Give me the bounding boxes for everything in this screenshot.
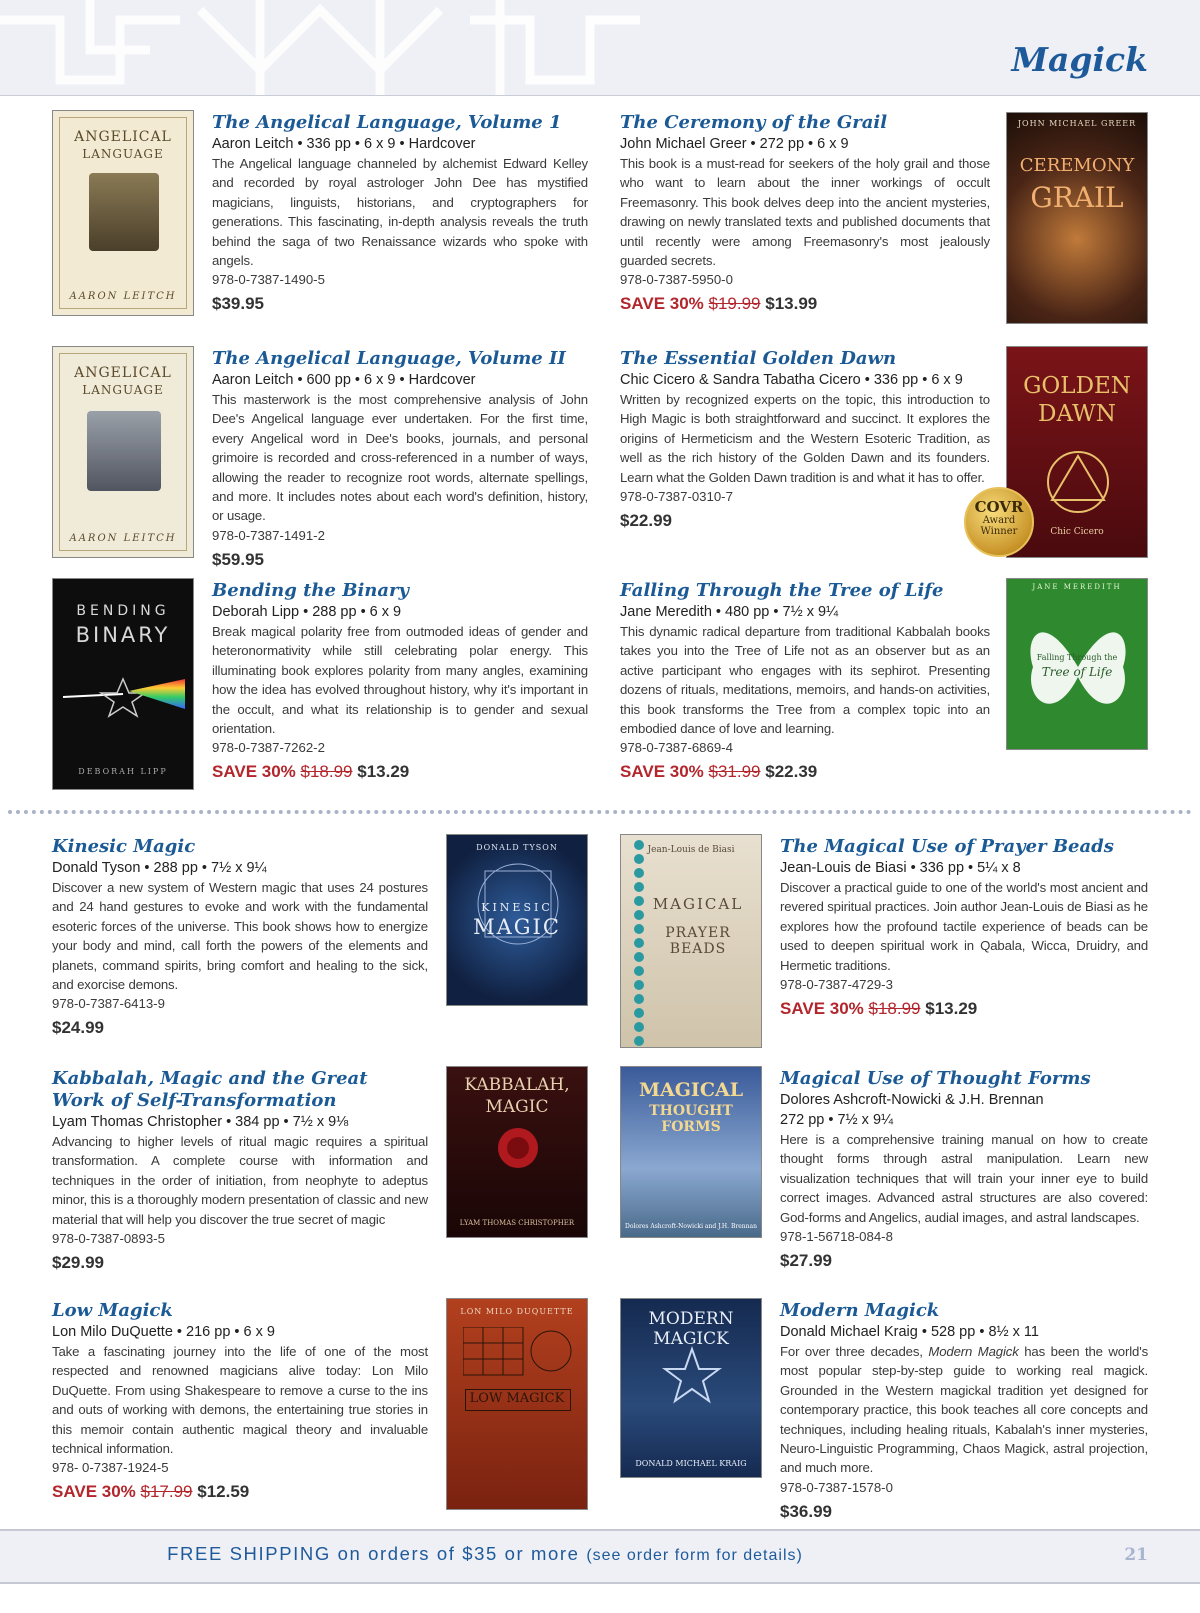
- book-cover-modern-magick[interactable]: [620, 1298, 762, 1478]
- save-label: SAVE 30%: [620, 294, 704, 314]
- price-value: $39.95: [212, 294, 264, 314]
- cover-title-line1: CEREMONY: [1019, 155, 1135, 176]
- old-price: $18.99: [868, 999, 921, 1019]
- cover-title-line2: LANGUAGE: [82, 147, 164, 161]
- book-entry-angelical-language-2: [212, 348, 588, 573]
- book-isbn: 978-0-7387-0310-7: [620, 489, 733, 505]
- cover-author: JANE MEREDITH: [1032, 583, 1122, 591]
- save-label: SAVE 30%: [52, 1482, 136, 1502]
- shipping-mid: on orders of $35 or more: [330, 1543, 587, 1564]
- book-cover-low-magick[interactable]: [446, 1298, 588, 1510]
- old-price: $18.99: [300, 762, 353, 782]
- cover-title-line1: LOW MAGICK: [469, 1391, 565, 1406]
- shipping-bold: FREE SHIPPING: [167, 1543, 331, 1564]
- book-price: [780, 1499, 1148, 1525]
- book-title[interactable]: The Angelical Language, Volume II: [212, 348, 566, 369]
- book-title[interactable]: The Essential Golden Dawn: [620, 348, 897, 369]
- cover-title-line2: BINARY: [75, 623, 171, 647]
- book-entry-angelical-language-1: [212, 112, 588, 317]
- description-post: has been the world's most popular step-by-step guide to working real magick. Grounded in the Western magickal tradition yet designed for contemporary practice, this book teaches all core concepts and techniques, including healing rituals, Kabalah's inner mysteries, Neuro-Linguistic Programming, Chaos Magick, astral projection, and much more.: [780, 1344, 1149, 1476]
- book-description: Discover a new system of Western magic that uses 24 postures and 24 hand gestures to evoke and work with the fundamental esoteric forces of the universe. This book shows how to energize your body and mind, call forth the powers of the elements and planets, command spirits, bring comfort and healing to the sick, and exorcise demons.: [52, 880, 428, 993]
- book-price: [780, 1248, 1148, 1274]
- book-meta: Donald Michael Kraig • 528 pp • 8½ x 11: [780, 1324, 1039, 1340]
- triangle-emblem-icon: [1043, 447, 1113, 517]
- price-value: $13.29: [357, 762, 410, 782]
- price-value: $59.95: [212, 549, 264, 569]
- cover-author: DONALD TYSON: [476, 843, 558, 852]
- book-description: Take a fascinating journey into the life of one of the most respected and renowned magicians alive today: Lon Milo DuQuette. From using Shakespeare to remove a curse to the ins and outs of working with demons, the entertaining true stories in this memoir contain authentic magical theory and invaluable technical information.: [52, 1344, 428, 1457]
- book-title[interactable]: The Angelical Language, Volume 1: [212, 112, 562, 133]
- book-cover-ceremony-of-the-grail[interactable]: [1006, 112, 1148, 324]
- description-pre: For over three decades,: [780, 1344, 929, 1359]
- book-description: [780, 1342, 1148, 1478]
- book-cover-kinesic-magic[interactable]: [446, 834, 588, 1006]
- book-entry-essential-golden-dawn: [620, 348, 990, 534]
- price-value: $29.99: [52, 1253, 104, 1273]
- save-label: SAVE 30%: [212, 762, 296, 782]
- book-meta: Lon Milo DuQuette • 216 pp • 6 x 9: [52, 1324, 275, 1340]
- book-description: Break magical polarity free from outmoded ideas of gender and heteronormativity while still celebrating polar energy. This illuminating book explores polarity from many angles, examining how the idea has evolved throughout history, why it's important in the occult, and what its relationship is to gender and sexual orientation.: [212, 624, 588, 737]
- book-cover-bending-the-binary[interactable]: [52, 578, 194, 790]
- book-title-line2[interactable]: Work of Self-Transformation: [52, 1090, 337, 1111]
- book-meta: Chic Cicero & Sandra Tabatha Cicero • 336 pp • 6 x 9: [620, 372, 963, 388]
- book-cover-thought-forms[interactable]: [620, 1066, 762, 1238]
- cover-title-line1: GOLDEN: [1023, 373, 1131, 399]
- cover-author: Jean-Louis de Biasi: [647, 845, 735, 855]
- prism-star-icon: [63, 669, 185, 719]
- book-price: [620, 508, 990, 534]
- page-footer: [0, 1529, 1200, 1584]
- book-description: This book is a must-read for seekers of the holy grail and those who want to learn about the inner workings of occult Freemasonry. This book delves deep into the ancient mysteries, drawing on newly translated texts and published documents that until recently were among Freemasonry's most jealously guarded secrets.: [620, 156, 990, 269]
- cover-title-line2: Tree of Life: [1041, 665, 1113, 679]
- book-cover-falling-through-the-tree-of-life[interactable]: [1006, 578, 1148, 750]
- book-meta: Jane Meredith • 480 pp • 7½ x 9¼: [620, 604, 839, 620]
- old-price: $31.99: [708, 762, 761, 782]
- cover-title-line2: PRAYER BEADS: [665, 925, 731, 957]
- old-price: $19.99: [708, 294, 761, 314]
- cover-author: Chic Cicero: [1050, 527, 1104, 537]
- cover-title-line1: ANGELICAL: [74, 365, 172, 381]
- book-entry-low-magick: [52, 1300, 428, 1505]
- price-value: $22.39: [765, 762, 818, 782]
- book-cover-angelical-language-2[interactable]: [52, 346, 194, 558]
- cover-title-line1: BENDING: [76, 603, 170, 619]
- book-cover-prayer-beads[interactable]: [620, 834, 762, 1048]
- cover-author: LON MILO DUQUETTE: [460, 1307, 574, 1316]
- cover-illustration: [89, 173, 159, 251]
- book-entry-prayer-beads: [780, 836, 1148, 1022]
- book-price: [212, 759, 588, 785]
- book-isbn: 978-0-7387-4729-3: [780, 977, 893, 993]
- book-price: [620, 291, 990, 317]
- book-meta: Lyam Thomas Christopher • 384 pp • 7½ x 9⅛: [52, 1114, 349, 1130]
- seal-line1: COVR: [974, 498, 1024, 516]
- book-meta: Deborah Lipp • 288 pp • 6 x 9: [212, 604, 402, 620]
- book-title[interactable]: Magical Use of Thought Forms: [780, 1068, 1091, 1089]
- free-shipping-banner[interactable]: [0, 1543, 970, 1565]
- book-description: Advancing to higher levels of ritual magic requires a spiritual transformation. A complete course with information and techniques in the order of initiation, from neophyte to adeptus minor, this is a thoroughly modern presentation of classic and new material that will help you discover the true secret of magic: [52, 1134, 428, 1227]
- book-description: This masterwork is the most comprehensive analysis of John Dee's Angelical language ever undertaken. For the first time, every Angelical word in Dee's books, journals, and personal grimoire is recorded and cross-referenced in a number of ways, allowing the reader to recognize root words, alternate spellings, and more. It includes notes about each word's definition, history, or usage.: [212, 392, 588, 524]
- seal-line2: Award: [982, 515, 1016, 526]
- book-isbn: 978-0-7387-1491-2: [212, 527, 325, 543]
- book-meta-line1: Dolores Ashcroft-Nowicki & J.H. Brennan: [780, 1092, 1044, 1108]
- price-value: $36.99: [780, 1501, 832, 1521]
- book-price: [620, 759, 990, 785]
- cover-author: LYAM THOMAS CHRISTOPHER: [459, 1219, 575, 1227]
- book-isbn: 978-0-7387-1578-0: [780, 1479, 893, 1495]
- book-meta: John Michael Greer • 272 pp • 6 x 9: [620, 136, 849, 152]
- book-description: The Angelical language channeled by alchemist Edward Kelley and recorded by royal astrologer John Dee has mystified magicians, linguists, historians, and cryptographers for generations. This fascinating, in-depth analysis reveals the truth behind the saga of two Renaissance wizards who spoke with angels.: [212, 156, 588, 269]
- book-price: [52, 1015, 428, 1041]
- page-number: 21: [1124, 1545, 1148, 1565]
- book-title[interactable]: Modern Magick: [780, 1300, 940, 1321]
- cover-title-line2: DAWN: [1038, 401, 1116, 427]
- book-title[interactable]: The Magical Use of Prayer Beads: [780, 836, 1114, 857]
- book-meta: Jean-Louis de Biasi • 336 pp • 5¼ x 8: [780, 860, 1021, 876]
- price-value: $27.99: [780, 1251, 832, 1271]
- price-value: $24.99: [52, 1018, 104, 1038]
- section-divider: [8, 810, 1192, 814]
- cover-title-line2: THOUGHT FORMS: [649, 1103, 733, 1135]
- book-entry-kabbalah-magic: [52, 1068, 428, 1276]
- book-entry-falling-through-the-tree-of-life: [620, 580, 990, 785]
- cover-title-line1: MAGICAL: [652, 895, 744, 913]
- book-price: [780, 996, 1148, 1022]
- cover-title-line1: KABBALAH,: [464, 1075, 570, 1095]
- book-isbn: 978-1-56718-084-8: [780, 1229, 893, 1245]
- book-description: This dynamic radical departure from traditional Kabbalah books takes you into the Tree of Life not as an observer but as an active participant who engages with its sephirot. Presenting dozens of rituals, meditations, memoirs, and hands-on activities, this book transforms the Tree from a complex topic into an embodied dance of love and learning.: [620, 624, 990, 737]
- book-meta: Donald Tyson • 288 pp • 7½ x 9¼: [52, 860, 267, 876]
- cover-author: AARON LEITCH: [69, 533, 177, 544]
- book-entry-kinesic-magic: [52, 836, 428, 1041]
- book-cover-kabbalah-magic[interactable]: [446, 1066, 588, 1238]
- book-meta-line2: 272 pp • 7½ x 9¼: [780, 1112, 894, 1128]
- book-isbn: 978-0-7387-7262-2: [212, 740, 325, 756]
- book-price: [212, 291, 588, 317]
- book-price: [212, 547, 588, 573]
- price-value: $13.99: [765, 294, 818, 314]
- price-value: $13.29: [925, 999, 978, 1019]
- book-title[interactable]: The Ceremony of the Grail: [620, 112, 888, 133]
- book-description: Here is a comprehensive training manual on how to create thought forms through astral manipulation. Learn new visualization techniques that will train your inner eye to build correct images. Advanced astral structures are also covered: God-forms and Angelics, audial images, and astral landscapes.: [780, 1132, 1148, 1225]
- book-price: [52, 1250, 428, 1276]
- book-title-line1[interactable]: Kabbalah, Magic and the Great: [52, 1068, 368, 1089]
- book-meta: Aaron Leitch • 336 pp • 6 x 9 • Hardcover: [212, 136, 476, 152]
- old-price: $17.99: [140, 1482, 193, 1502]
- save-label: SAVE 30%: [780, 999, 864, 1019]
- save-label: SAVE 30%: [620, 762, 704, 782]
- section-title: Magick: [1011, 40, 1148, 79]
- cover-title-line1: ANGELICAL: [74, 129, 172, 145]
- cover-title-line1: MODERN MAGICK: [648, 1309, 734, 1349]
- price-value: $12.59: [197, 1482, 250, 1502]
- book-isbn: 978-0-7387-0893-5: [52, 1231, 165, 1247]
- book-entry-modern-magick: [780, 1300, 1148, 1525]
- cover-illustration: [87, 411, 161, 491]
- book-description: Written by recognized experts on the topic, this introduction to High Magic is both straightforward and succinct. It explores the origins of Hermeticism and the Western Esoteric Tradition, as well as the rich history of the Golden Dawn and its founders. Learn what the Golden Dawn tradition is and what it has to offer.: [620, 392, 990, 485]
- book-title[interactable]: Low Magick: [52, 1300, 173, 1321]
- cover-author: JOHN MICHAEL GREER: [1017, 119, 1137, 128]
- seal-line3: Winner: [980, 526, 1018, 537]
- cover-author: DONALD MICHAEL KRAIG: [635, 1459, 747, 1468]
- book-cover-angelical-language-1[interactable]: [52, 110, 194, 316]
- cover-title-line2: MAGIC: [485, 1097, 549, 1117]
- cover-title-line2: MAGIC: [473, 915, 561, 939]
- cover-author: DEBORAH LIPP: [78, 767, 168, 776]
- header-pattern: [0, 0, 640, 95]
- book-title[interactable]: Bending the Binary: [212, 580, 409, 601]
- cover-title-line1: Falling Through the: [1036, 653, 1118, 662]
- book-isbn: 978- 0-7387-1924-5: [52, 1460, 169, 1476]
- cover-author: AARON LEITCH: [69, 291, 177, 302]
- award-seal: [964, 487, 1034, 557]
- price-value: $22.99: [620, 511, 672, 531]
- cover-title-line2: LANGUAGE: [82, 383, 164, 397]
- book-entry-ceremony-of-the-grail: [620, 112, 990, 317]
- cover-title-line1: MAGICAL: [638, 1079, 744, 1101]
- book-meta: Aaron Leitch • 600 pp • 6 x 9 • Hardcover: [212, 372, 476, 388]
- rose-icon: [493, 1123, 543, 1173]
- page-header: [0, 0, 1200, 96]
- cover-author: Dolores Ashcroft-Nowicki and J.H. Brennan: [625, 1223, 757, 1230]
- book-title[interactable]: Kinesic Magic: [52, 836, 196, 857]
- book-isbn: 978-0-7387-6413-9: [52, 996, 165, 1012]
- book-isbn: 978-0-7387-1490-5: [212, 272, 325, 288]
- book-entry-bending-the-binary: [212, 580, 588, 785]
- description-emphasis: Modern Magick: [928, 1344, 1019, 1359]
- book-isbn: 978-0-7387-5950-0: [620, 272, 733, 288]
- book-description: Discover a practical guide to one of the world's most ancient and revered spiritual practices. Join author Jean-Louis de Biasi as he explores how the profound tactile experience of beads can be used to deepen spiritual work in Qabala, Wicca, Druidry, and Hermetic traditions.: [780, 880, 1148, 973]
- book-price: [52, 1479, 428, 1505]
- shipping-note: (see order form for details): [586, 1547, 803, 1564]
- magic-square-icon: [463, 1327, 573, 1377]
- book-entry-thought-forms: [780, 1068, 1148, 1274]
- cover-title-line1: KINESIC: [481, 901, 553, 914]
- book-title[interactable]: Falling Through the Tree of Life: [620, 580, 944, 601]
- pentagram-icon: [661, 1345, 723, 1407]
- book-isbn: 978-0-7387-6869-4: [620, 740, 733, 756]
- cover-title-line2: GRAIL: [1030, 181, 1124, 214]
